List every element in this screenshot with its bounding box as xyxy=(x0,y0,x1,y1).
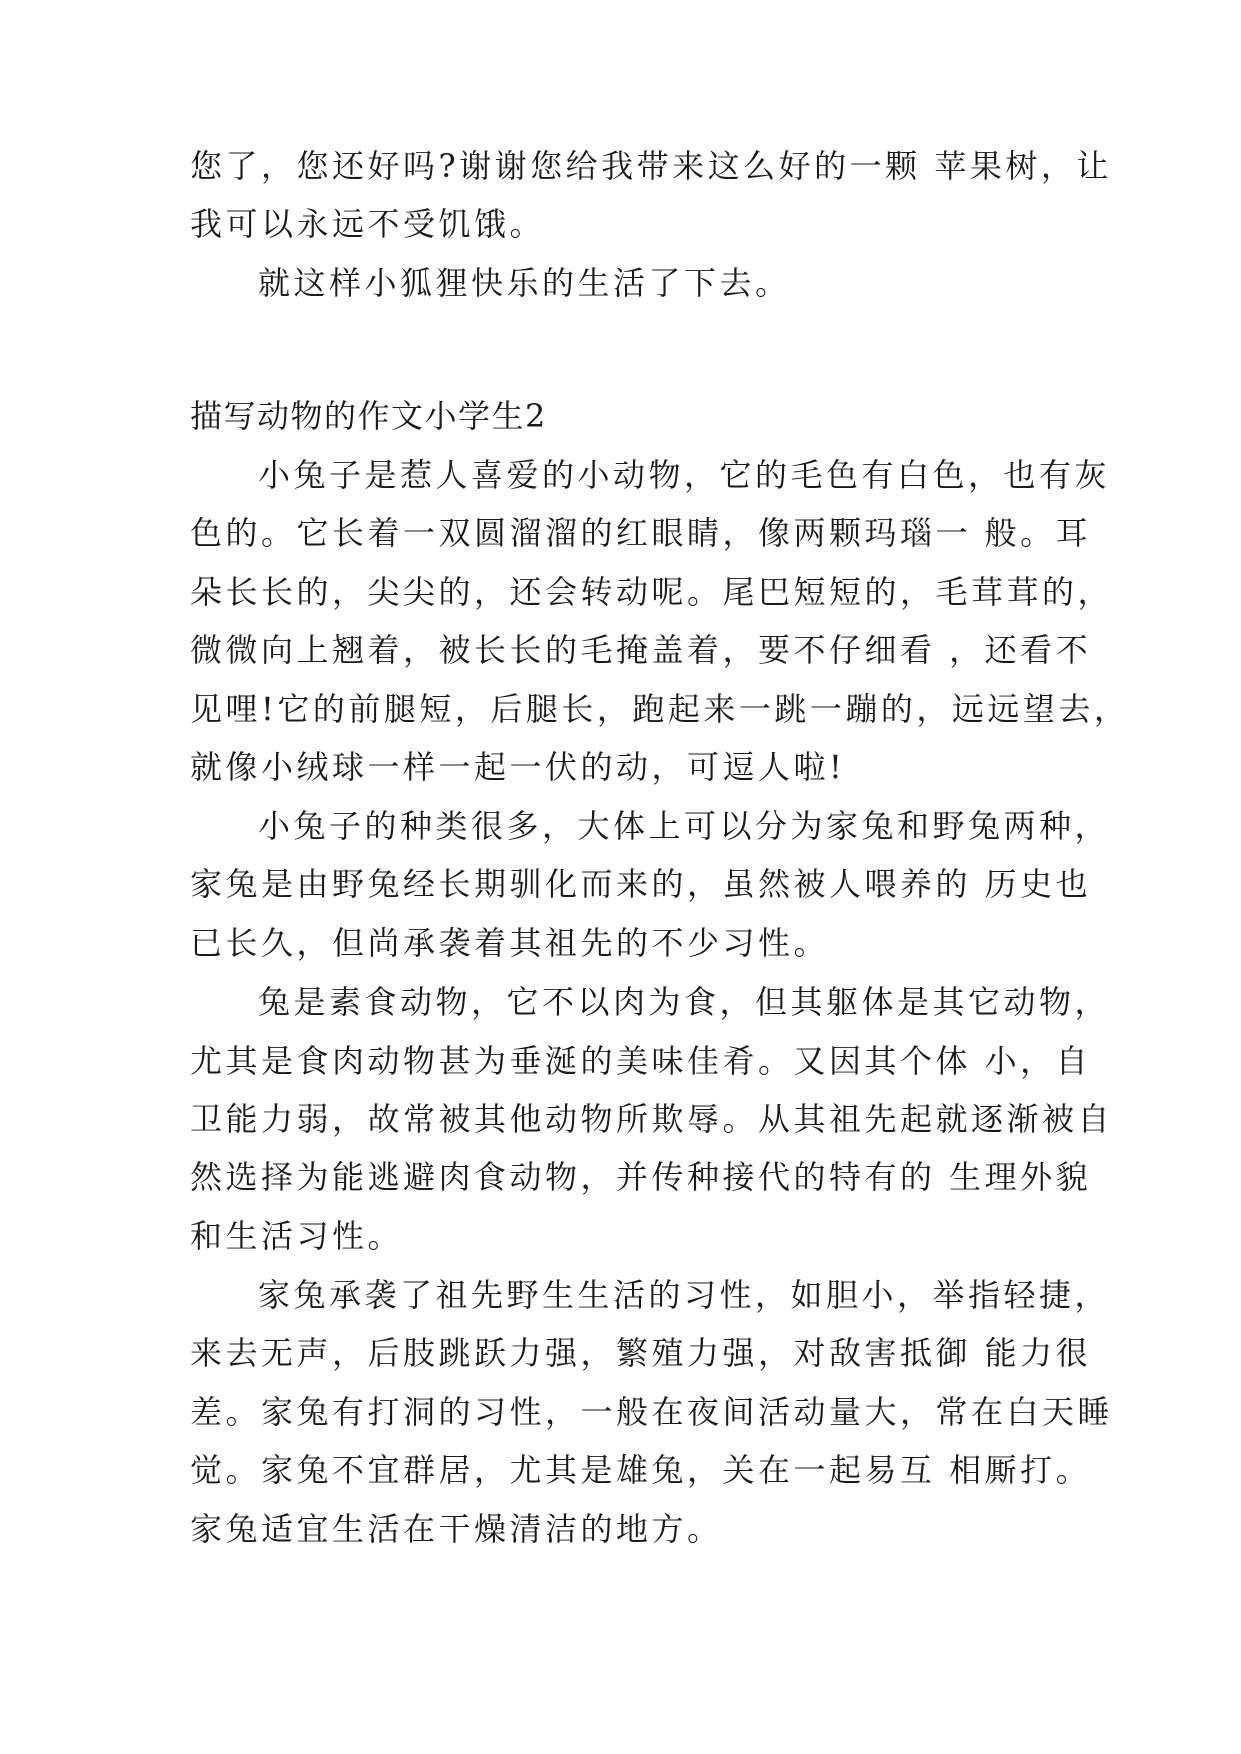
text-line: 家兔适宜生活在干燥清洁的地方。 xyxy=(190,1510,723,1548)
text-line: 家兔承袭了祖先野生生活的习性，如胆小，举指轻捷， xyxy=(258,1276,1111,1314)
text-line: 卫能力弱，故常被其他动物所欺辱。从其祖先起就逐渐被自 xyxy=(190,1100,1114,1138)
text-line: 家兔是由野兔经长期驯化而来的，虽然被人喂养的 历史也 xyxy=(190,865,1092,903)
text-line: 朵长长的，尖尖的，还会转动呢。尾巴短短的，毛茸茸的， xyxy=(190,573,1114,611)
text-line: 差。家兔有打洞的习性，一般在夜间活动量大，常在白天睡 xyxy=(190,1393,1114,1431)
text-line: 就像小绒球一样一起一伏的动，可逗人啦! xyxy=(190,748,846,786)
text-line: 然选择为能逃避肉食动物，并传种接代的特有的 生理外貌 xyxy=(190,1158,1092,1196)
text-line: 我可以永远不受饥饿。 xyxy=(190,205,546,243)
text-line: 来去无声，后肢跳跃力强，繁殖力强，对敌害抵御 能力很 xyxy=(190,1334,1092,1372)
text-line: 色的。它长着一双圆溜溜的红眼睛，像两颗玛瑙一 般。耳 xyxy=(190,514,1092,552)
text-line: 小兔子是惹人喜爱的小动物，它的毛色有白色，也有灰 xyxy=(258,456,1111,494)
text-line: 觉。家兔不宜群居，尤其是雄兔，关在一起易互 相厮打。 xyxy=(190,1451,1092,1489)
text-line: 尤其是食肉动物甚为垂涎的美味佳肴。又因其个体 小，自 xyxy=(190,1042,1092,1080)
text-line: 已长久，但尚承袭着其祖先的不少习性。 xyxy=(190,924,830,962)
text-line: 兔是素食动物，它不以肉为食，但其躯体是其它动物， xyxy=(258,983,1111,1021)
text-line: 见哩!它的前腿短，后腿长，跑起来一跳一蹦的，远远望去， xyxy=(190,690,1130,728)
text-line: 微微向上翘着，被长长的毛掩盖着，要不仔细看 ，还看不 xyxy=(190,631,1092,669)
text-line: 小兔子的种类很多，大体上可以分为家兔和野兔两种， xyxy=(258,807,1111,845)
section-heading: 描写动物的作文小学生2 xyxy=(190,397,547,435)
text-line: 就这样小狐狸快乐的生活了下去。 xyxy=(258,264,791,302)
text-line: 您了，您还好吗?谢谢您给我带来这么好的一颗 苹果树，让 xyxy=(190,147,1112,185)
text-line: 和生活习性。 xyxy=(190,1217,404,1255)
